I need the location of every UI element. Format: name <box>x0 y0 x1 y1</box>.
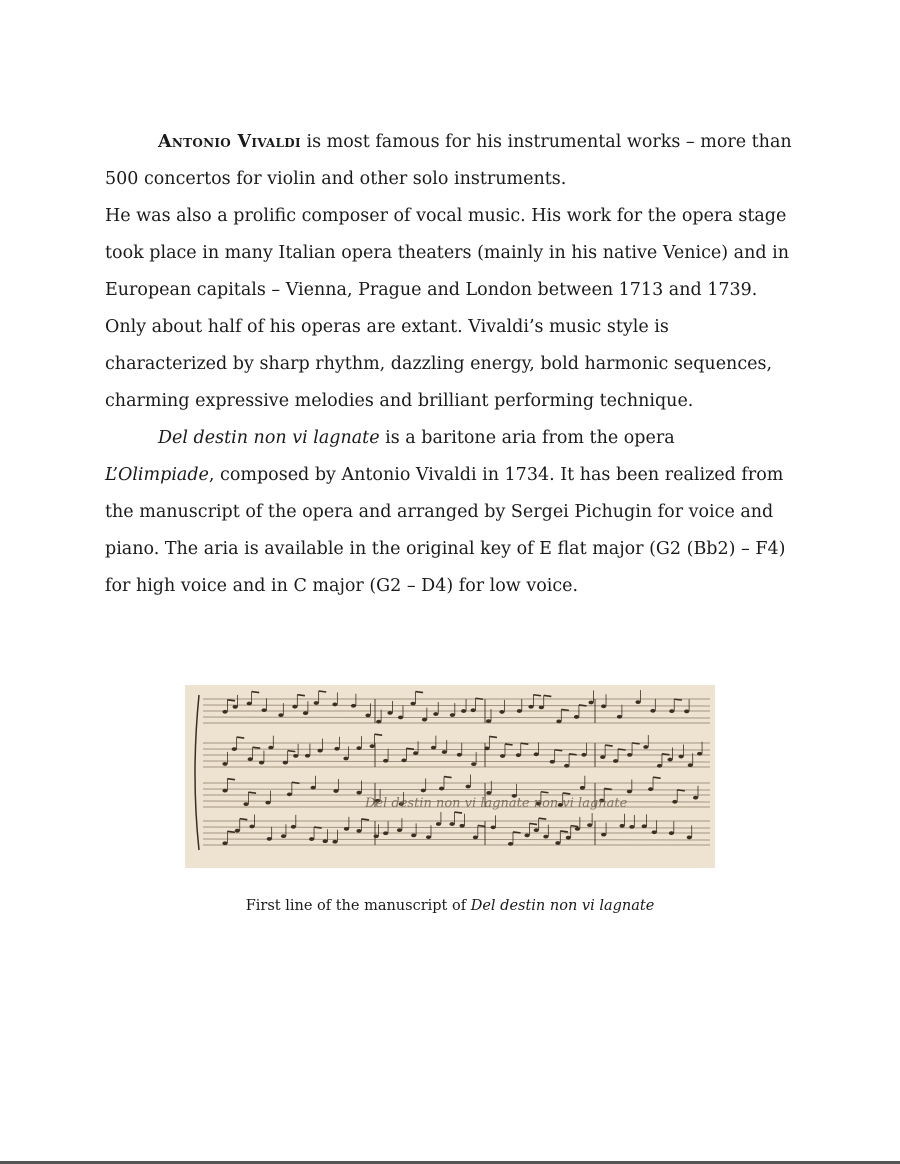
bio-paragraph-2: He was also a prolific composer of vocal music. His work for the opera stage took place in many Italian opera theaters (mainly in his native Venice) and in European capitals – Vienna, Prague and London between 1713 and 1739. Only about half of his operas are extant. Vivaldi’s music style is characterized by sharp rhythm, dazzling energy, bold harmonic sequences, charming expressive melodies and brilliant performing technique. <box>105 206 789 411</box>
manuscript-image <box>185 685 715 868</box>
manuscript-score <box>185 685 715 868</box>
aria-text-1: is a baritone aria from the opera <box>379 428 675 448</box>
svg-text:Del destin non vi lagnate: Del destin non vi lagnate non vi lagnate <box>365 796 628 811</box>
bio-paragraph <box>105 124 795 198</box>
body-text <box>105 124 795 605</box>
composer-name: Antonio Vivaldi <box>158 132 301 152</box>
aria-title: Del destin non vi lagnate <box>158 428 380 448</box>
aria-text-2: , composed by Antonio Vivaldi in 1734. It has been realized from the manuscript of the opera and arranged by Sergei Pichugin for voice and piano. The aria is available in the original key of E flat major (G2 (Bb2) – F4) for high voice and in C major (G2 – D4) for low voice. <box>105 465 786 596</box>
figure-caption <box>0 898 900 914</box>
caption-prefix: First line of the manuscript of <box>245 898 471 914</box>
caption-title: Del destin non vi lagnate <box>470 898 655 914</box>
aria-paragraph <box>105 420 795 605</box>
bio-text-1: is most famous for his instrumental works – more than 500 concertos for violin and other solo instruments. <box>105 132 792 189</box>
opera-title: L’Olimpiade <box>105 465 209 485</box>
